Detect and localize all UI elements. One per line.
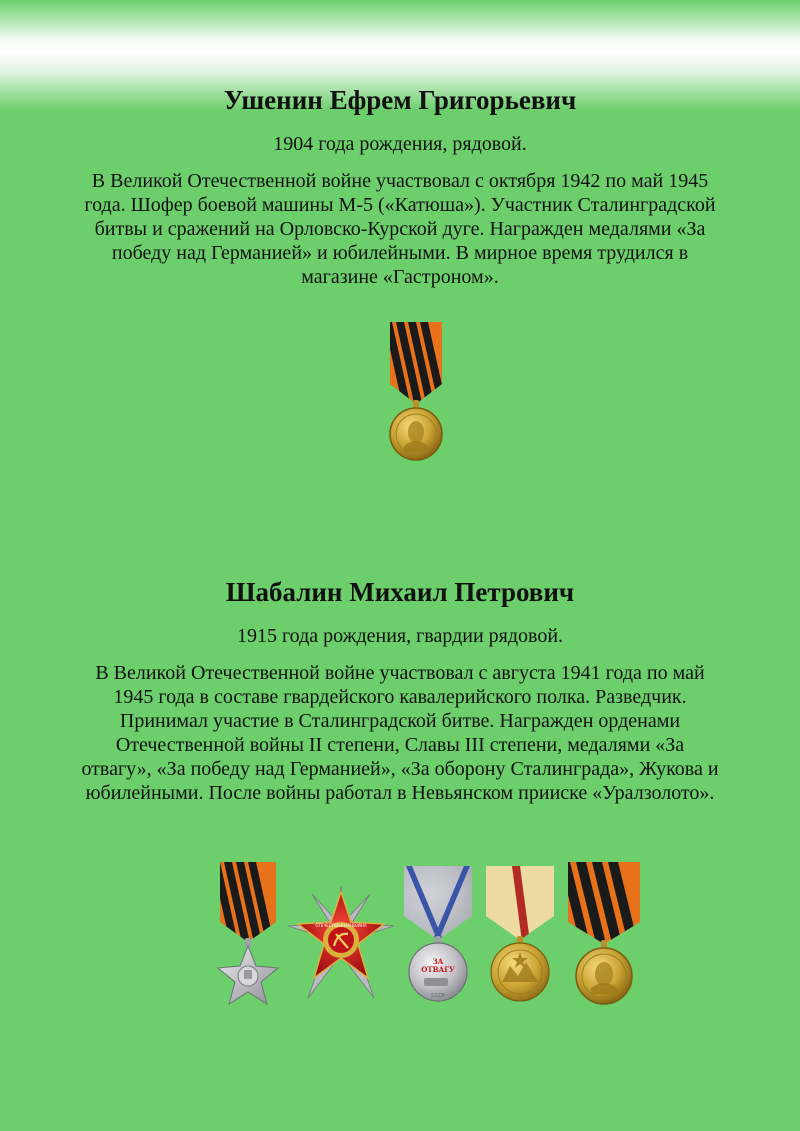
person-description: В Великой Отечественной войне участвовал с октября 1942 по май 1945 года. Шофер боевой машины М-5 («Катюша»). Участник Сталинградской битвы и сражений на Орловско-Курской дуге. Награжден медалями «За победу над Германией» и юбилейными. В мирное время трудился в магазине «Гастроном». xyxy=(84,170,716,288)
victory-medal-icon xyxy=(564,862,644,1008)
medal-for-courage-icon xyxy=(400,866,476,1008)
person-subtitle: 1904 года рождения, рядовой. xyxy=(273,133,527,155)
person-card-2 xyxy=(0,574,800,805)
person-description: В Великой Отечественной войне участвовал с августа 1941 года по май 1945 года в составе гвардейского кавалерийского полка. Разведчик. Принимал участие в Сталинградской битве. Награжден орденами Отечественной войны II степени, Славы III степени, медалями «За отвагу», «За победу над Германией», «За оборону Сталинграда», Жукова и юбилейными. После войны работал в Невьянском прииске «Уралзолото». xyxy=(81,662,719,804)
order-of-patriotic-war-icon xyxy=(288,886,394,1004)
courage-inscription-3: СССР xyxy=(431,993,445,999)
person-name: Шабалин Михаил Петрович xyxy=(225,577,575,607)
person-name: Ушенин Ефрем Григорьевич xyxy=(223,85,577,115)
order-inscription: ОТЕЧЕСТВЕННАЯ ВОЙНА xyxy=(315,923,367,928)
courage-inscription-1: ЗА xyxy=(432,957,444,966)
courage-inscription-2: ОТВАГУ xyxy=(421,965,455,974)
medal-defense-of-stalingrad-icon xyxy=(482,866,558,1008)
person-card-1 xyxy=(0,82,800,289)
order-of-glory-icon xyxy=(212,862,284,1008)
victory-medal-icon xyxy=(388,322,444,466)
person-subtitle: 1915 года рождения, гвардии рядовой. xyxy=(236,625,564,647)
